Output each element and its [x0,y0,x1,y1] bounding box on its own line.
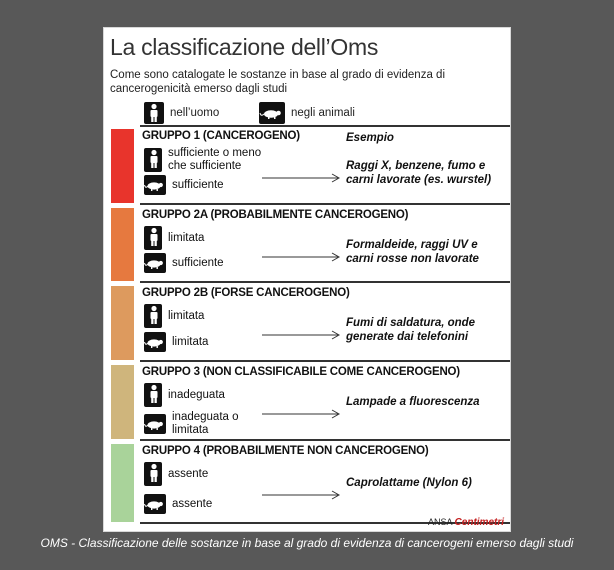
separator [140,125,510,127]
human-row [144,462,263,486]
human-icon [144,102,164,124]
rat-icon [259,102,285,124]
human-icon [144,148,162,172]
legend-human-label: nell’uomo [170,107,220,119]
group-example: Raggi X, benzene, fumo e carni lavorate (es. wurstel) [346,160,492,186]
human-evidence: inadeguata [168,388,225,401]
animal-row [144,494,267,514]
human-row [144,304,263,328]
human-icon [144,462,162,486]
animal-row [144,332,267,352]
human-icon [144,304,162,328]
human-row [144,383,263,407]
human-icon [144,226,162,250]
human-row [144,226,263,250]
credit-brand: Centimetri [454,517,504,528]
separator [140,360,510,362]
rat-icon [144,414,166,434]
arrow-icon [262,487,342,497]
group-color-bar [111,129,134,203]
group-color-bar [111,444,134,522]
group-title: GRUPPO 2B (FORSE CANCEROGENO) [142,287,350,299]
group-5 [104,444,510,524]
group-title: GRUPPO 2A (PROBABILMENTE CANCEROGENO) [142,209,409,221]
arrow-icon [262,327,342,337]
separator [140,203,510,205]
human-evidence: sufficiente o meno che sufficiente [168,147,262,172]
arrow-icon [262,406,342,416]
group-example: Caprolattame (Nylon 6) [346,477,472,489]
animal-evidence: sufficiente [172,256,224,269]
rat-icon [144,253,166,273]
arrow-icon [262,249,342,259]
example-header: Esempio [346,132,394,144]
group-example: Fumi di saldatura, onde generate dai telefonini [346,317,476,343]
caption: OMS - Classificazione delle sostanze in base al grado di evidenza di cancerogeni emerso dagli studi [40,536,574,550]
animal-row [144,411,267,437]
rat-icon [144,332,166,352]
group-title: GRUPPO 3 (NON CLASSIFICABILE COME CANCEROGENO) [142,366,460,378]
group-2 [104,208,510,283]
group-4 [104,365,510,441]
legend-animal [259,102,355,124]
human-evidence: limitata [168,231,205,244]
group-title: GRUPPO 1 (CANCEROGENO) [142,130,300,142]
legend-human [144,102,219,124]
subtitle: Come sono catalogate le sostanze in base al grado di evidenza di cancerogenicità emerso dagli studi [110,69,445,95]
animal-row [144,253,267,273]
group-color-bar [111,286,134,360]
animal-evidence: inadeguata o limitata [172,411,239,436]
arrow-icon [262,170,342,180]
group-example: Lampade a fluorescenza [346,396,480,408]
page-title: La classificazione dell’Oms [110,34,379,60]
human-evidence: assente [168,467,209,480]
rat-icon [144,494,166,514]
group-title: GRUPPO 4 (PROBABILMENTE NON CANCEROGENO) [142,445,429,457]
legend-animal-label: negli animali [291,107,355,119]
separator [140,281,510,283]
separator [140,439,510,441]
group-color-bar [111,208,134,281]
infographic-card [103,27,511,532]
group-color-bar [111,365,134,439]
human-row [144,147,263,173]
group-example: Formaldeide, raggi UV e carni rosse non lavorate [346,239,479,265]
credit [428,517,504,528]
human-icon [144,383,162,407]
animal-row [144,175,267,195]
animal-evidence: sufficiente [172,178,224,191]
rat-icon [144,175,166,195]
credit-agency: ANSA [428,517,453,527]
group-3 [104,286,510,362]
human-evidence: limitata [168,309,205,322]
group-1 [104,129,510,205]
animal-evidence: assente [172,497,213,510]
animal-evidence: limitata [172,335,209,348]
